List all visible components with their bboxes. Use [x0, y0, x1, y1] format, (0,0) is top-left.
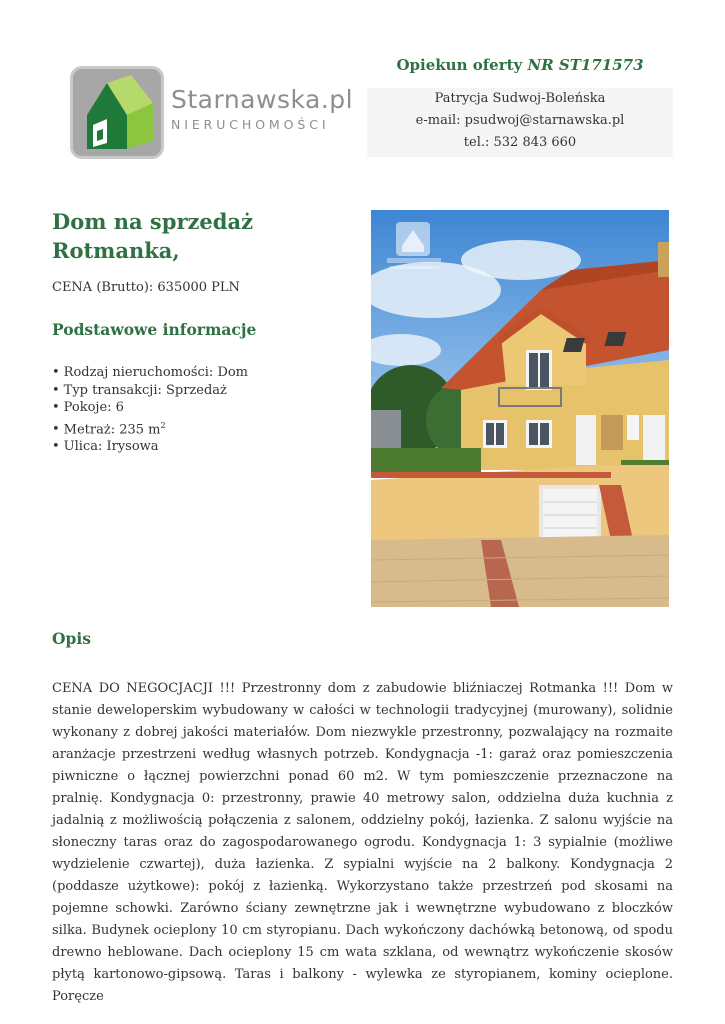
listing-title-line2: Rotmanka,	[52, 238, 180, 263]
house-logo-icon	[73, 69, 161, 156]
info-property-type: • Rodzaj nieruchomości: Dom	[52, 364, 248, 382]
info-rooms: • Pokoje: 6	[52, 399, 248, 417]
listing-title-line1: Dom na sprzedaż	[52, 209, 254, 234]
house-photo-image	[371, 210, 669, 607]
info-area: • Metraż: 235 $m^2$	[52, 417, 248, 439]
offer-number: NR ST171573	[527, 56, 644, 74]
agent-email[interactable]: e-mail: psudwoj@starnawska.pl	[415, 113, 625, 128]
listing-price: CENA (Brutto): 635000 PLN	[52, 280, 240, 295]
basic-info-list	[52, 364, 248, 456]
description-text: CENA DO NEGOCJACJI !!! Przestronny dom z zabudowie bliźniaczej Rotmanka !!! Dom w stanie deweloperskim wybudowany w całości w technologii tradycyjnej (murowany), solidnie wykonany z dobrej jakości materiałów. Dom niezwykle przestronny, pozwalający na rozmaite aranżacje przestrzeni według własnych potrzeb. Kondygnacja -1: garaż oraz pomieszczenia piwniczne o łącznej powierzchni ponad 60 m2. W tym pomieszczenie przeznaczone na pralnię. Kondygnacja 0: przestronny, prawie 40 metrowy salon, oddzielna duża kuchnia z jadalnią z możliwością połączenia z salonem, oddzielny pokój, łazienka. Z salonu wyjście na słoneczny taras oraz do zagospodarowanego ogrodu. Kondygnacja 1: 3 sypialnie (możliwe wydzielenie czwartej), duża łazienka. Z sypialni wyjście na 2 balkony. Kondygnacja 2 (poddasze użytkowe): pokój z łazienką. Wykorzystano także przestrzeń pod skosami na pojemne schowki. Zarówno ściany zewnętrzne jak i wewnętrzne wybudowano z bloczków silka. Budynek ocieplony 10 cm styropianu. Dach wykończony dachówką betonową, od spodu drewno heblowane. Dach ocieplony 15 cm wata szklana, od wewnątrz wykończenie skosów płytą kartonowo-gipsową. Taras i balkony - wylewka ze styropianem, kominy ocieplone. Poręcze	[52, 681, 673, 1004]
info-street: • Ulica: Irysowa	[52, 438, 248, 456]
agent-name: Patrycja Sudwoj-Boleńska	[434, 91, 606, 106]
logo-subtitle: NIERUCHOMOŚCI	[171, 117, 330, 132]
basic-info-heading: Podstawowe informacje	[52, 320, 257, 339]
info-transaction-type: • Typ transakcji: Sprzedaż	[52, 382, 248, 400]
property-photo[interactable]	[371, 210, 669, 607]
agent-heading-prefix: Opiekun oferty	[396, 56, 528, 74]
agent-phone[interactable]: tel.: 532 843 660	[463, 135, 577, 150]
logo-mark	[70, 66, 164, 159]
area-unit-superscript: 2	[160, 420, 166, 430]
description-heading: Opis	[52, 629, 91, 648]
agent-heading	[367, 56, 673, 74]
logo-text	[171, 85, 354, 134]
logo-name: Starnawska.pl	[171, 85, 354, 114]
listing-title	[52, 207, 352, 265]
agent-contact-box	[367, 88, 673, 157]
